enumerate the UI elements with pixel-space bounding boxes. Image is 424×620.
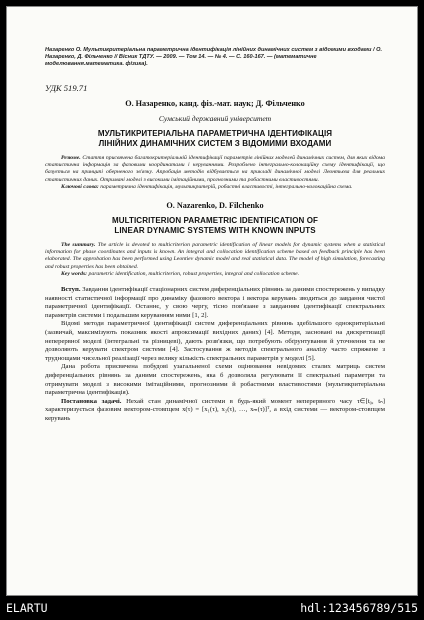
footer-repository-label: ELARTU xyxy=(6,601,48,615)
abstract-ua xyxy=(45,155,385,184)
title-ua xyxy=(45,129,385,149)
keywords-en-text: parametric identification, multicriterion, robust properties, integral and collocation scheme. xyxy=(88,270,300,277)
title-en xyxy=(45,216,385,236)
citation: Назаренко О. Мультикритеріальна параметрична ідентифікація лінійних динамічних систем з відомими входами / О. Назаренко, Д. Фільченко // Вісник ТДТУ. — 2009. — Том 14. — № 4. — С. 160-167. — (математичне моделювання.математика. фізика). xyxy=(45,47,382,67)
keywords-en xyxy=(45,271,385,278)
authors-en: O. Nazarenko, D. Filchenko xyxy=(166,201,264,211)
body-paragraph-3: Дана робота присвячена побудові узагальненої схеми оцінювання невідомих сталих матриць систем диференціальних рівнянь за даними спостережень, яка б дозволяла регулювати її спектральні параметри та отримувати моделі з високими імітаційними, прогнозними й робастними властивостями (мультикритеріальна параметрична ідентифікація). xyxy=(45,363,385,397)
authors-ua: О. Назаренко, канд. фіз.-мат. наук; Д. Фільченко xyxy=(125,99,305,108)
body-paragraph-2: Відомі методи параметричної ідентифікації систем диференціальних рівнянь здебільшого однокритеріальні (зазвичай, максимізують показник якості апроксимації вихідних даних) [4]. Методи, засновані на дискретизації неперервної моделі (інтегральні та різницеві), дають розв'язки, що потребують обґрунтування й уточнення та не дозволяють керувати спектром системи [4]. Застосування ж методів спектрального аналізу часто спряжене з труднощами чисельної реалізації через велику кількість спектральних параметрів у моделі [5]. xyxy=(45,320,385,362)
intro-paragraph xyxy=(45,286,385,320)
affiliation: Сумський державний університет xyxy=(158,114,272,123)
problem-label: Постановка задачі. xyxy=(61,397,122,405)
intro-text: Завдання ідентифікації стаціонарних систем диференціальних рівнянь за даними спостережень у випадку наявності статистичної інформації про динаміку фазового вектора і вектора керувань зводиться до завдання чистої параметричної ідентифікації. Останнє, у свою чергу, тісно пов'язане з завданням ідентифікації спектральних параметрів системи і подальшим керуванням ними [1, 2]. xyxy=(45,286,385,319)
keywords-ua-label: Ключові слова: xyxy=(61,183,99,190)
udk-code: УДК 519.71 xyxy=(45,83,88,93)
page-content xyxy=(45,47,385,424)
footer-handle-label: hdl:123456789/515 xyxy=(300,601,418,615)
abstract-ua-text: Стаття присвячена багатокритеріальній ідентифікації параметрів лінійних моделей динамічних систем, для яких відома статистична інформація за фазовими координатами і керуваннями. Розроблено інтегрально-колокаційну схему ідентифікації, що базується на принципі оберненого зв'язку. Апробація методів відбувається на прикладі динамічної моделі Леонтьєва для реальних статистичних даних. Отримані моделі з високими імітаційними, прогнозними та робастними властивостями. xyxy=(45,155,385,183)
intro-label: Вступ. xyxy=(61,286,81,294)
abstract-ua-label: Резюме. xyxy=(61,155,81,161)
problem-text: Нехай стан динамічної системи в будь-який момент неперервного часу τ∈[t₀, tₙ] характеризується фазовим вектором-стовпцем x(τ) = [x₁(τ), x₂(τ), …, xₘ(τ)]ᵀ, а вхід системи — вектором-стовпцем керувань xyxy=(45,397,385,422)
keywords-ua xyxy=(45,184,385,191)
title-ua-line2: ЛІНІЙНИХ ДИНАМІЧНИХ СИСТЕМ З ВІДОМИМИ ВХОДАМИ xyxy=(98,139,332,148)
abstract-en xyxy=(45,242,385,271)
problem-paragraph xyxy=(45,398,385,424)
abstract-en-text: The article is devoted to multicriterion parametric identification of linear models for dynamic systems when a statistical information for phase coordinates and inputs is known. An integral and collocation identification scheme based on feedback principle has been elaborated. The approbation has been performed using Leontiev dynamic model and real statistical data. The model of high simulation, forecasting and robust properties has been obtained. xyxy=(45,242,385,270)
keywords-ua-text: параметрична ідентифікація, мультикритерій, робастні властивості, інтегрально-колокаційна схема. xyxy=(100,183,353,190)
viewer-footer xyxy=(0,596,424,620)
title-ua-line1: МУЛЬТИКРИТЕРІАЛЬНА ПАРАМЕТРИЧНА ІДЕНТИФІКАЦІЯ xyxy=(97,129,333,138)
keywords-en-label: Key words: xyxy=(61,270,88,277)
document-page xyxy=(6,6,418,596)
abstract-en-label: The summary. xyxy=(61,242,96,249)
title-en-line2: LINEAR DYNAMIC SYSTEMS WITH KNOWN INPUTS xyxy=(114,226,316,236)
title-en-line1: MULTICRITERION PARAMETRIC IDENTIFICATION OF xyxy=(111,216,319,226)
